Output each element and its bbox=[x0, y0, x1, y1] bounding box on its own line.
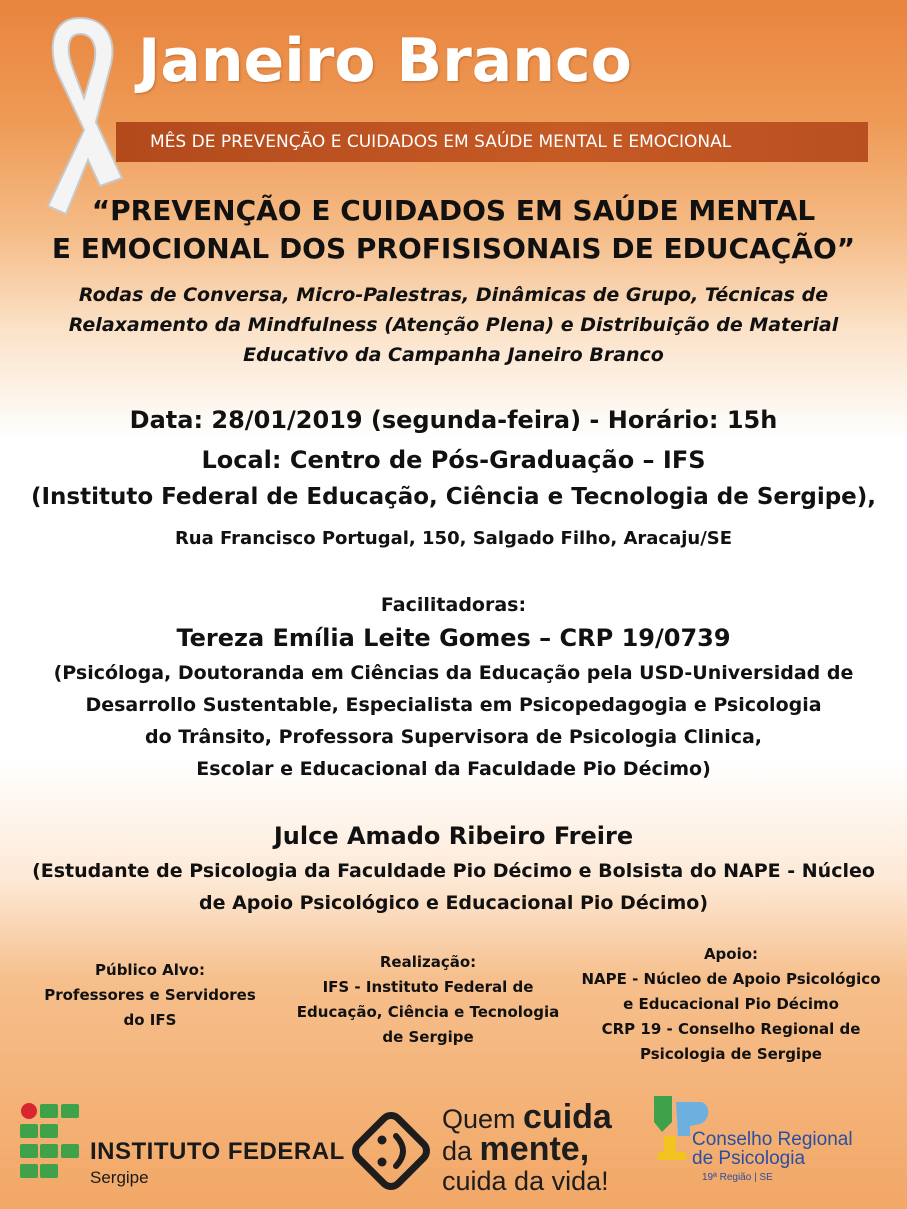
mind-line1-emphasis: cuida bbox=[523, 1098, 612, 1136]
audience-line2: do IFS bbox=[123, 1011, 177, 1029]
facilitator1-bio-line4: Escolar e Educacional da Faculdade Pio Décimo) bbox=[196, 758, 711, 780]
crp-logo bbox=[650, 1092, 890, 1192]
support-block bbox=[566, 942, 896, 1067]
facilitator1-bio-line1: (Psicóloga, Doutoranda em Ciências da Educação pela USD-Universidad de bbox=[53, 662, 854, 684]
smiley-diamond-icon bbox=[346, 1106, 436, 1196]
mind-line1: Quem bbox=[442, 1104, 524, 1134]
crp-name-line2: de Psicologia bbox=[692, 1148, 806, 1169]
if-grid-icon bbox=[20, 1102, 82, 1182]
facilitators-heading: Facilitadoras: bbox=[380, 594, 527, 616]
quem-cuida-logo bbox=[346, 1098, 626, 1202]
event-title-line2: E EMOCIONAL DOS PROFISISONAIS DE EDUCAÇÃO” bbox=[51, 232, 856, 265]
campaign-banner: MÊS DE PREVENÇÃO E CUIDADOS EM SAÚDE MENTAL E EMOCIONAL bbox=[116, 122, 868, 162]
event-address: Rua Francisco Portugal, 150, Salgado Filho, Aracaju/SE bbox=[174, 528, 733, 549]
event-description-line2: Relaxamento da Mindfulness (Atenção Plena) e Distribuição de Material bbox=[68, 314, 839, 336]
mind-line2-emphasis: mente, bbox=[479, 1130, 590, 1168]
facilitator2-bio-line1: (Estudante de Psicologia da Faculdade Pio Décimo e Bolsista do NAPE - Núcleo bbox=[32, 860, 875, 882]
audience-block bbox=[20, 958, 280, 1033]
event-date: Data: 28/01/2019 (segunda-feira) - Horário: 15h bbox=[129, 406, 778, 434]
quem-cuida-text bbox=[442, 1098, 612, 1196]
support-line2: e Educacional Pio Décimo bbox=[623, 995, 839, 1013]
instituto-federal-logo bbox=[20, 1102, 345, 1192]
event-description-line3: Educativo da Campanha Janeiro Branco bbox=[243, 344, 664, 366]
facilitator2-name: Julce Amado Ribeiro Freire bbox=[273, 822, 634, 850]
realization-label: Realização: bbox=[379, 953, 477, 971]
audience-label: Público Alvo: bbox=[95, 961, 205, 979]
white-ribbon-icon bbox=[26, 10, 134, 220]
crp-name bbox=[692, 1130, 853, 1168]
if-logo-name: INSTITUTO FEDERAL bbox=[90, 1138, 345, 1165]
mind-line2: da bbox=[442, 1136, 480, 1166]
if-logo-subtitle: Sergipe bbox=[90, 1168, 149, 1187]
crp-region: 19ª Região | SE bbox=[702, 1172, 773, 1183]
realization-line2: Educação, Ciência e Tecnologia bbox=[296, 1003, 560, 1021]
event-description-line1: Rodas de Conversa, Micro-Palestras, Dinâmicas de Grupo, Técnicas de bbox=[78, 284, 829, 306]
support-line3: CRP 19 - Conselho Regional de bbox=[601, 1020, 861, 1038]
audience-line1: Professores e Servidores bbox=[44, 986, 256, 1004]
support-line1: NAPE - Núcleo de Apoio Psicológico bbox=[581, 970, 881, 988]
facilitator1-bio-line2: Desarrollo Sustentable, Especialista em Psicopedagogia e Psicologia bbox=[85, 694, 822, 716]
mind-line3: cuida da vida! bbox=[442, 1166, 609, 1196]
realization-line1: IFS - Instituto Federal de bbox=[322, 978, 534, 996]
brand-title: Janeiro Branco bbox=[138, 26, 632, 96]
facilitator2-bio-line2: de Apoio Psicológico e Educacional Pio Décimo) bbox=[198, 892, 709, 914]
support-label: Apoio: bbox=[703, 945, 759, 963]
event-title-line1: “PREVENÇÃO E CUIDADOS EM SAÚDE MENTAL bbox=[91, 194, 816, 227]
facilitator1-bio-line3: do Trânsito, Professora Supervisora de Psicologia Clinica, bbox=[144, 726, 763, 748]
crp-name-line1: Conselho Regional bbox=[692, 1129, 853, 1150]
facilitator1-name: Tereza Emília Leite Gomes – CRP 19/0739 bbox=[176, 624, 731, 652]
support-line4: Psicologia de Sergipe bbox=[640, 1045, 822, 1063]
event-location: Local: Centro de Pós-Graduação – IFS bbox=[201, 446, 706, 474]
realization-line3: de Sergipe bbox=[382, 1028, 474, 1046]
realization-block bbox=[290, 950, 566, 1050]
event-institute: (Instituto Federal de Educação, Ciência e Tecnologia de Sergipe), bbox=[30, 484, 877, 510]
